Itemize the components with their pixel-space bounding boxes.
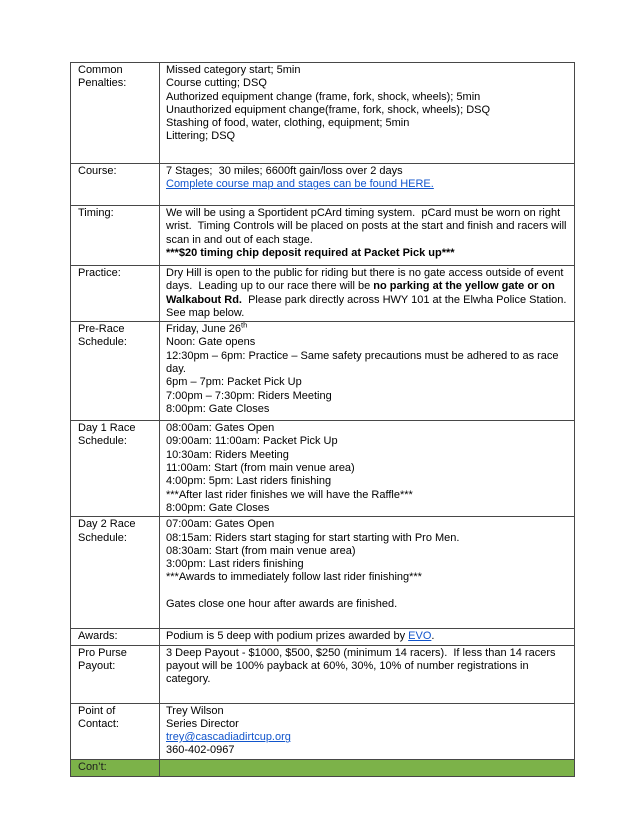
row-content-practice bbox=[160, 266, 575, 321]
content-line bbox=[166, 598, 568, 611]
text-segment: 7 Stages; 30 miles; 6600ft gain/loss over 2 days bbox=[166, 165, 403, 177]
content-line bbox=[166, 77, 568, 90]
text-segment: Littering; DSQ bbox=[166, 130, 236, 143]
row-content-pro-purse-payout bbox=[160, 646, 575, 703]
table-row-cont bbox=[70, 760, 575, 777]
text-segment: Series Director bbox=[166, 717, 239, 730]
content-line bbox=[166, 403, 568, 416]
content-line bbox=[166, 647, 568, 687]
row-label-day1-race-schedule: Day 1 Race Schedule: bbox=[70, 421, 160, 516]
row-content-pre-race-schedule bbox=[160, 322, 575, 420]
content-line bbox=[166, 64, 568, 77]
content-line bbox=[166, 178, 568, 191]
text-segment: 09:00am: 11:00am: Packet Pick Up bbox=[166, 435, 338, 448]
text-segment: ***After last rider finishes we will have the Raffle*** bbox=[166, 488, 413, 501]
content-line bbox=[166, 165, 568, 178]
content-line bbox=[166, 435, 568, 448]
content-line bbox=[166, 91, 568, 104]
row-label-point-of-contact: Point of Contact: bbox=[70, 704, 160, 759]
text-segment: 10:30am: Riders Meeting bbox=[166, 448, 289, 461]
table-row-pre-race-schedule bbox=[70, 322, 575, 421]
content-line bbox=[166, 104, 568, 117]
row-label-common-penalties: Common Penalties: bbox=[70, 63, 160, 163]
text-segment: 360-402-0967 bbox=[166, 744, 235, 757]
table-row-day2-race-schedule bbox=[70, 517, 575, 629]
row-label-pro-purse-payout: Pro Purse Payout: bbox=[70, 646, 160, 703]
row-content-course bbox=[160, 164, 575, 205]
row-content-point-of-contact bbox=[160, 704, 575, 759]
content-line bbox=[166, 718, 568, 731]
content-line bbox=[166, 390, 568, 403]
text-segment: Dry Hill is open to the public for riding but there is no gate access outside of event days. Leading up to our race there will be bbox=[166, 267, 567, 293]
content-line bbox=[166, 744, 568, 757]
content-line bbox=[166, 130, 568, 143]
content-line bbox=[166, 336, 568, 349]
table-row-awards bbox=[70, 629, 575, 645]
content-line bbox=[166, 705, 568, 718]
content-line bbox=[166, 247, 568, 260]
row-label-practice: Practice: bbox=[70, 266, 160, 321]
text-segment: 3 Deep Payout - $1000, $500, $250 (minimum 14 racers). If less than 14 racers payout will be 100% payback at 60%, 30%, 10% of number registrations in category. bbox=[166, 646, 559, 686]
row-label-course: Course: bbox=[70, 164, 160, 205]
text-segment: Course cutting; DSQ bbox=[166, 77, 267, 90]
text-segment: 8:00pm: Gate Closes bbox=[166, 501, 270, 514]
content-line bbox=[166, 731, 568, 744]
text-segment: 4:00pm: 5pm: Last riders finishing bbox=[166, 475, 332, 488]
text-segment: We will be using a Sportident pCArd timing system. pCard must be worn on right wrist. Timing Controls will be placed on posts at the start and finish and racers will scan in and out of each stage. bbox=[166, 207, 570, 246]
text-segment: 3:00pm: Last riders finishing bbox=[166, 558, 304, 571]
evo-link[interactable]: EVO bbox=[408, 630, 432, 643]
row-content-cont bbox=[160, 760, 575, 776]
content-line bbox=[166, 585, 568, 598]
content-line bbox=[166, 267, 573, 320]
content-line bbox=[166, 449, 568, 462]
content-line bbox=[166, 489, 568, 502]
text-segment: 6pm – 7pm: Packet Pick Up bbox=[166, 376, 302, 389]
content-line bbox=[166, 350, 568, 377]
text-segment: 07:00am: Gates Open bbox=[166, 518, 275, 531]
text-segment: no parking at the yellow gate or on Walkabout Rd. bbox=[166, 280, 558, 306]
info-table bbox=[70, 62, 575, 777]
content-line bbox=[166, 571, 568, 584]
row-content-day1-race-schedule bbox=[160, 421, 575, 516]
text-segment: 08:30am: Start (from main venue area) bbox=[166, 544, 356, 557]
text-segment: Friday, June 26 bbox=[166, 323, 242, 336]
content-line bbox=[166, 376, 568, 389]
row-label-day2-race-schedule: Day 2 Race Schedule: bbox=[70, 517, 160, 628]
course-map-link[interactable]: Complete course map and stages can be found HERE. bbox=[166, 178, 434, 191]
content-line bbox=[166, 462, 568, 475]
text-segment: Podium is 5 deep with podium prizes awarded by bbox=[166, 630, 409, 643]
content-line bbox=[166, 558, 568, 571]
text-segment: ***$20 timing chip deposit required at Packet Pick up*** bbox=[166, 246, 455, 259]
table-row-course bbox=[70, 164, 575, 206]
text-segment: 12:30pm – 6pm: Practice – Same safety precautions must be adhered to as race day. bbox=[166, 349, 562, 376]
row-label-timing: Timing: bbox=[70, 206, 160, 265]
content-line bbox=[166, 502, 568, 515]
text-segment: 08:15am: Riders start staging for start starting with Pro Men. bbox=[166, 531, 460, 544]
row-label-awards: Awards: bbox=[70, 629, 160, 644]
table-row-pro-purse-payout bbox=[70, 646, 575, 704]
text-segment: Noon: Gate opens bbox=[166, 336, 256, 349]
text-segment: Unauthorized equipment change(frame, fork, shock, wheels); DSQ bbox=[166, 103, 491, 116]
row-content-day2-race-schedule bbox=[160, 517, 575, 628]
text-segment: 08:00am: Gates Open bbox=[166, 422, 275, 435]
text-segment: 11:00am: Start (from main venue area) bbox=[166, 462, 355, 475]
row-content-common-penalties bbox=[160, 63, 575, 163]
table-row-practice bbox=[70, 266, 575, 322]
table-row-timing bbox=[70, 206, 575, 266]
table-row-common-penalties bbox=[70, 63, 575, 164]
content-line bbox=[166, 545, 568, 558]
row-label-pre-race-schedule: Pre-Race Schedule: bbox=[70, 322, 160, 420]
text-segment: 7:00pm – 7:30pm: Riders Meeting bbox=[166, 389, 332, 402]
table-row-point-of-contact bbox=[70, 704, 575, 760]
text-segment: Authorized equipment change (frame, fork, shock, wheels); 5min bbox=[166, 90, 481, 103]
content-line bbox=[166, 532, 568, 545]
text-segment: Stashing of food, water, clothing, equipment; 5min bbox=[166, 117, 410, 130]
text-segment: . bbox=[431, 630, 435, 643]
content-line bbox=[166, 320, 568, 336]
content-line bbox=[166, 630, 568, 643]
text-segment: Please park directly across HWY 101 at the Elwha Police Station. See map below. bbox=[166, 293, 573, 319]
text-segment: Trey Wilson bbox=[166, 704, 224, 717]
text-segment: Gates close one hour after awards are finished. bbox=[166, 598, 398, 611]
content-line bbox=[166, 475, 568, 488]
text-segment: 8:00pm: Gate Closes bbox=[166, 402, 270, 415]
table-row-day1-race-schedule bbox=[70, 421, 575, 517]
content-line bbox=[166, 207, 568, 247]
row-content-timing bbox=[160, 206, 575, 265]
row-label-cont: Con’t: bbox=[70, 760, 160, 776]
content-line bbox=[166, 117, 568, 130]
email-link[interactable]: trey@cascadiadirtcup.org bbox=[166, 731, 291, 744]
text-segment: ***Awards to immediately follow last rider finishing*** bbox=[166, 571, 422, 584]
content-line bbox=[166, 422, 568, 435]
superscript-text: th bbox=[241, 320, 248, 330]
row-content-awards bbox=[160, 629, 575, 644]
content-line bbox=[166, 518, 568, 531]
text-segment: Missed category start; 5min bbox=[166, 64, 301, 76]
